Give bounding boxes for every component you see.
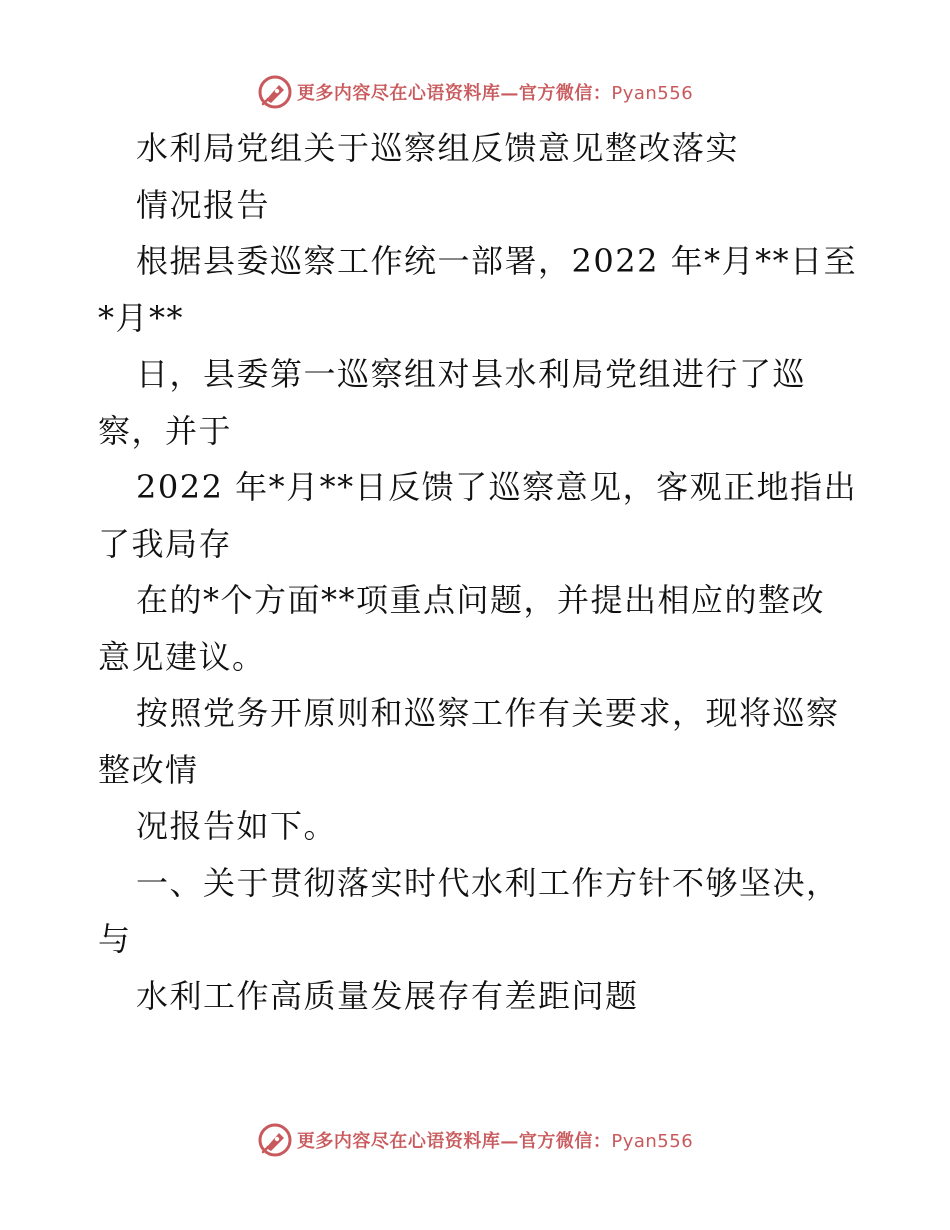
paragraph-line: *月** — [98, 298, 185, 337]
paragraph-line: 在的*个方面**项重点问题，并提出相应的整改 — [136, 581, 826, 619]
section-heading-line: 水利工作高质量发展存有差距问题 — [136, 976, 639, 1015]
document-body — [98, 120, 858, 1024]
paragraph-line: 意见建议。 — [98, 637, 266, 676]
paragraph-line: 察，并于 — [98, 411, 233, 450]
watermark-text: 更多内容尽在心语资料库—官方微信：Pyan556 — [296, 83, 694, 104]
paragraph-line: 了我局存 — [98, 524, 233, 563]
paragraph-line: 2022 年*月**日反馈了巡察意见，客观正地指出 — [136, 468, 858, 506]
paragraph-line: 日，县委第一巡察组对县水利局党组进行了巡 — [136, 355, 807, 393]
section-heading-line: 一、关于贯彻落实时代水利工作方针不够坚决， — [136, 863, 840, 902]
footer-watermark — [0, 1120, 950, 1160]
pen-nib-logo-icon — [257, 1122, 293, 1158]
paragraph-line: 根据县委巡察工作统一部署，2022 年*月**日至 — [136, 242, 858, 280]
watermark-text: 更多内容尽在心语资料库—官方微信：Pyan556 — [296, 1131, 694, 1152]
header-watermark — [0, 72, 950, 112]
document-title-line-2: 情况报告 — [136, 185, 271, 224]
watermark-wechat-id: Pyan556 — [611, 1131, 694, 1152]
watermark-wechat-id: Pyan556 — [611, 83, 694, 104]
paragraph-line: 整改情 — [98, 750, 199, 789]
paragraph-line: 况报告如下。 — [136, 807, 338, 845]
section-heading-line: 与 — [98, 920, 132, 958]
document-title-line-1: 水利局党组关于巡察组反馈意见整改落实 — [136, 129, 740, 167]
pen-nib-logo-icon — [257, 74, 293, 110]
paragraph-line: 按照党务开原则和巡察工作有关要求，现将巡察 — [136, 694, 840, 732]
